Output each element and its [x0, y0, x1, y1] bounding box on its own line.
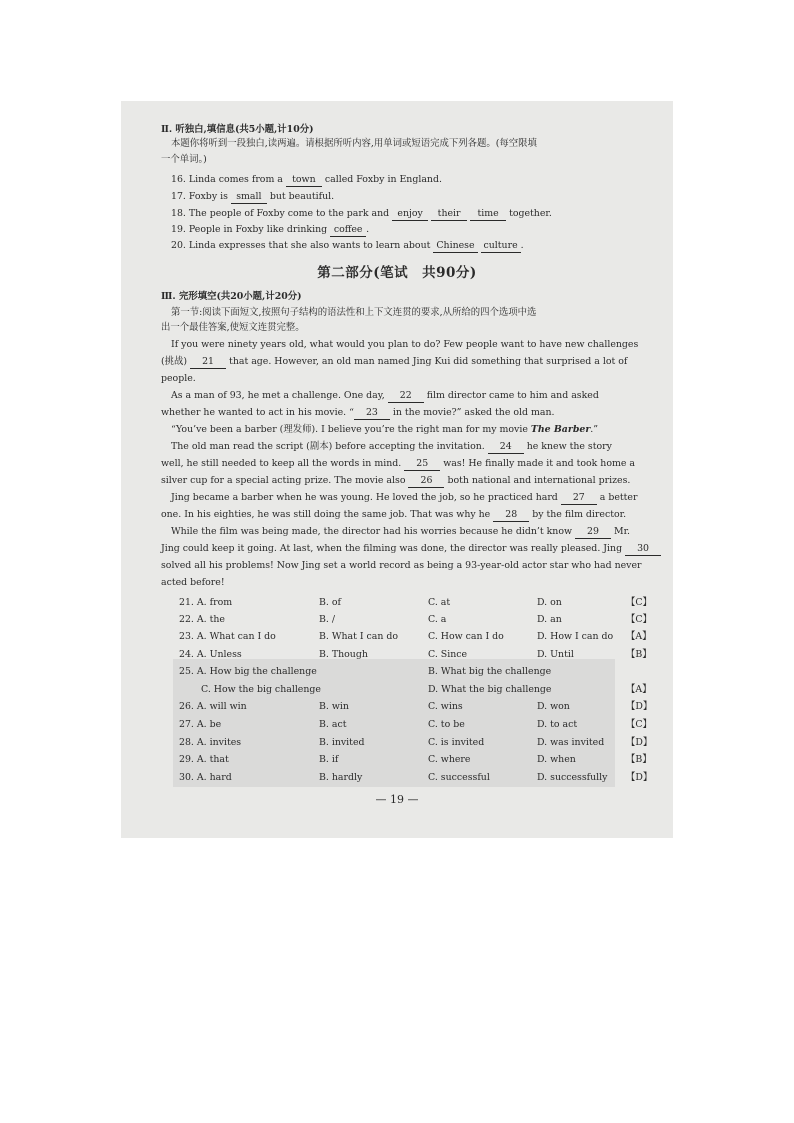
option-row-25a: 25. A. How big the challenge B. What big the challenge — [179, 666, 552, 677]
answer-blank: their — [431, 207, 467, 221]
answer-blank: Chinese — [433, 239, 477, 253]
passage-line: Jing could keep it going. At last, when the filming was done, the director was really pleased. Jing 30 — [161, 542, 647, 556]
option-row-22: 22. A. the B. / C. a D. an 【C】 — [121, 612, 673, 628]
listening-item-16: 16. Linda comes from a town called Foxby in England. — [171, 174, 442, 185]
passage-line: acted before! — [161, 577, 225, 588]
section-2-instruction-cont: 一个单词。) — [161, 154, 207, 165]
answer-key: 【B】 — [626, 754, 652, 765]
passage-line: If you were ninety years old, what would you plan to do? Few people want to have new challenges — [171, 339, 639, 350]
answer-blank: small — [231, 190, 267, 204]
option-row-30: 30. A. hard B. hardly C. successful D. successfully 【D】 — [121, 770, 673, 786]
passage-line: Jing became a barber when he was young. He loved the job, so he practiced hard 27 a better — [171, 492, 638, 503]
answer-blank: town — [286, 173, 322, 187]
answer-blank: time — [470, 207, 506, 221]
option-row-26: 26. A. will win B. win C. wins D. won 【D】 — [121, 699, 673, 715]
cloze-blank: 22 — [388, 389, 424, 403]
option-row-28: 28. A. invites B. invited C. is invited D. was invited 【D】 — [121, 735, 673, 751]
passage-line: well, he still needed to keep all the words in mind. 25 was! He finally made it and took home a — [161, 458, 636, 469]
option-row-27: 27. A. be B. act C. to be D. to act 【C】 — [121, 717, 673, 733]
section-3-instruction-cont: 出一个最佳答案,使短文连贯完整。 — [161, 322, 305, 333]
cloze-blank: 27 — [561, 491, 597, 505]
passage-line: solved all his problems! Now Jing set a world record as being a 93-year-old actor star who had never — [161, 560, 642, 571]
answer-key: 【A】 — [626, 631, 652, 642]
passage-line: one. In his eighties, he was still doing the same job. That was why he 28 by the film director. — [161, 509, 627, 520]
passage-line: people. — [161, 373, 196, 384]
option-row-24: 24. A. Unless B. Though C. Since D. Until 【B】 — [121, 647, 673, 663]
answer-key: 【D】 — [626, 737, 653, 748]
listening-item-19: 19. People in Foxby like drinking coffee . — [171, 224, 370, 235]
answer-key: 【A】 — [626, 684, 652, 695]
option-row-23: 23. A. What can I do B. What I can do C. How can I do D. How I can do 【A】 — [121, 629, 673, 645]
cloze-blank: 21 — [190, 355, 226, 369]
listening-item-18: 18. The people of Foxby come to the park and enjoy their time together. — [171, 208, 552, 219]
cloze-blank: 30 — [625, 542, 661, 556]
section-3-title: Ⅲ. 完形填空(共20小题,计20分) — [161, 291, 302, 302]
passage-line: silver cup for a special acting prize. The movie also 26 both national and international prizes. — [161, 475, 631, 486]
movie-title: The Barber — [530, 424, 591, 435]
scanned-exam-page — [121, 101, 673, 838]
answer-blank: coffee — [330, 223, 366, 237]
cloze-blank: 29 — [575, 525, 611, 539]
listening-item-20: 20. Linda expresses that she also wants to learn about Chinese culture . — [171, 240, 524, 251]
answer-blank: culture — [481, 239, 521, 253]
passage-line: As a man of 93, he met a challenge. One day, 22 film director came to him and asked — [171, 390, 599, 401]
listening-item-17: 17. Foxby is small but beautiful. — [171, 191, 335, 202]
answer-key: 【C】 — [626, 614, 652, 625]
part-2-title: 第二部分(笔试 共90分) — [317, 265, 477, 281]
answer-key: 【C】 — [626, 719, 652, 730]
answer-key: 【D】 — [626, 701, 653, 712]
passage-line: (挑战) 21 that age. However, an old man named Jing Kui did something that surprised a lot of — [161, 356, 628, 367]
passage-line: “You’ve been a barber (理发师). I believe you’re the right man for my movie The Barber.” — [171, 424, 599, 435]
option-row-25b: C. How the big challenge D. What the big challenge 【A】 — [121, 682, 673, 698]
cloze-blank: 26 — [408, 474, 444, 488]
page-number: — 19 — — [375, 793, 419, 806]
cloze-blank: 28 — [493, 508, 529, 522]
passage-line: While the film was being made, the director had his worries because he didn’t know 29 Mr. — [171, 526, 630, 537]
cloze-blank: 24 — [488, 440, 524, 454]
passage-line: The old man read the script (剧本) before accepting the invitation. 24 he knew the story — [171, 441, 612, 452]
answer-key: 【B】 — [626, 649, 652, 660]
section-2-title: Ⅱ. 听独白,填信息(共5小题,计10分) — [161, 124, 314, 135]
cloze-blank: 25 — [404, 457, 440, 471]
answer-blank: enjoy — [392, 207, 428, 221]
answer-key: 【C】 — [626, 597, 652, 608]
option-row-21: 21. A. from B. of C. at D. on 【C】 — [121, 595, 673, 611]
section-2-instruction: 本题你将听到一段独白,读两遍。请根据所听内容,用单词或短语完成下列各题。(每空限填 — [171, 138, 537, 149]
passage-line: whether he wanted to act in his movie. “ 23 in the movie?” asked the old man. — [161, 407, 555, 418]
cloze-blank: 23 — [354, 406, 390, 420]
answer-key: 【D】 — [626, 772, 653, 783]
section-3-instruction: 第一节:阅读下面短文,按照句子结构的语法性和上下文连贯的要求,从所给的四个选项中选 — [171, 307, 537, 318]
option-row-29: 29. A. that B. if C. where D. when 【B】 — [121, 752, 673, 768]
